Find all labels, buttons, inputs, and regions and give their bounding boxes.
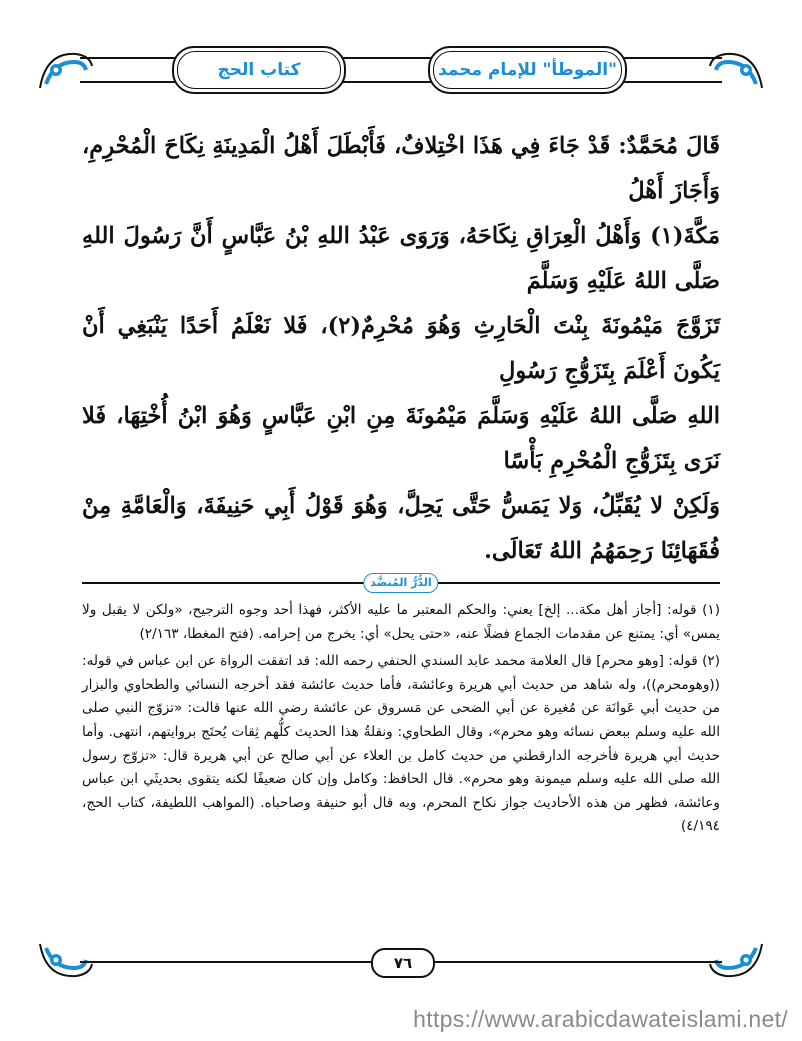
book-title: "الموطأ" للإمام محمد (438, 60, 617, 80)
main-text-line: وَلَكِنْ لا يُقَبِّلُ، وَلا يَمَسُّ حَتَّى يَحِلَّ، وَهُوَ قَوْلُ أَبِي حَنِيفَةَ، وَالْعَامَّةِ مِنْ فُقَهَائِنَا رَحِمَهُمُ اللهُ تَعَالَى. (82, 493, 720, 564)
footnote-separator (82, 573, 720, 593)
footnote-line: صلى الله عليه وسلم ببعض نسائه وهو محرم»، وقال الطحاوي: ونقلةُ هذا الحديث كلُّهم ثِقات يُحتَج بروايتهم، (82, 700, 720, 740)
footnotes (82, 599, 720, 843)
footnote-line: يقبل ولا يمس» أي: يمتنع عن مقدمات الجماع فضلًا عنه، «حتى يحل» أي: يخرج من إحرامه. (فتح المغطا، (82, 602, 720, 642)
main-text-line: قَالَ مُحَمَّدٌ: قَدْ جَاءَ فِي هَذَا اخْتِلافٌ، فَأَبْطَلَ أَهْلُ الْمَدِينَةِ نِكَاحَ الْمُحْرِمِ، وَأَجَازَ أَهْلُ (82, 133, 720, 204)
footnote-line: انتهى. وأما حديث أبي هريرة فأخرجه الدارقطني من حديث كامل بن العلاء عن أبي صالح عن أبي هريرة قال: (82, 723, 720, 764)
main-text-line: اللهِ صَلَّى اللهُ عَلَيْهِ وَسَلَّمَ مَيْمُونَةَ مِنِ ابْنِ عَبَّاسٍ وَهُوَ ابْنُ أُخْتِهَا، فَلا نَرَى بِتَزَوُّجِ الْمُحْرِمِ بَأْسًا (82, 403, 720, 474)
ornament-right-icon (706, 44, 766, 94)
book-title-box (428, 46, 627, 94)
footnote-line: (٢) قوله: [وهو محرم] قال العلامة محمد عابد السندي الحنفي رحمه الله: قد اتفقت الرواة عن ابن عباس في (115, 653, 720, 670)
footnote (82, 599, 720, 646)
main-text (82, 124, 720, 574)
footnote-line: ابن عباس وعائشة، فظهر من هذه الأحاديث جواز نكاح المحرم، وبه قال أبو حنيفة وصاحباه. (المواهب اللطيفة، (82, 771, 720, 811)
main-text-line: تَزَوَّجَ مَيْمُونَةَ بِنْتَ الْحَارِثِ وَهُوَ مُحْرِمٌ(٢)، فَلا نَعْلَمُ أَحَدًا يَنْبَغِي أَنْ يَكُونَ أَعْلَمَ بِتَزَوُّجِ رَسُولِ (82, 313, 720, 384)
page-footer (40, 942, 762, 982)
footnote-line: «تزوّج رسول الله صلى الله عليه وسلم ميمونة وهو محرم». قال الحافظ: وكامل وإن كان ضعيفًا لكنه يتقوى بحديثَي (82, 747, 720, 788)
page-number: ٧٦ (371, 948, 435, 978)
main-text-line: مَكَّةَ(١) وَأَهْلُ الْعِرَاقِ نِكَاحَهُ، وَرَوَى عَبْدُ اللهِ بْنُ عَبَّاسٍ أَنَّ رَسُولَ اللهِ صَلَّى اللهُ عَلَيْهِ وَسَلَّمَ (82, 223, 720, 294)
footnote-line: كتاب الحج، ٤/١٩٤) (82, 794, 720, 835)
footnote-line: قوله: ((وهومحرم))، وله شاهد من حديث أبي هريرة وعائشة، فأما حديث عائشة فقد أخرجه النسائي والطحاوي (82, 653, 720, 693)
footnote-line: (١) قوله: [أجاز أهل مكة... إلخ] يعني: والحكم المعتبر ما عليه الأكثر، فهذا أحد وجوه الترجيح، «ولكن لا (132, 602, 721, 618)
footnote (82, 650, 720, 839)
page-header (40, 44, 762, 94)
ornament-left-icon (36, 44, 96, 94)
chapter-title-box (172, 46, 346, 94)
footnote-line: ٢/١٦٣) (139, 625, 179, 642)
footnote-line: والبزار من حديث أبي عَوانَة عن مُغيرة عن أبي الضحى عن مَسروق عن عائشة رضي الله عنها قالت: «تزوّج النبي (82, 676, 720, 717)
chapter-title: كتاب الحج (217, 60, 301, 80)
separator-label: الدُّرُّ المُنضَّد (363, 573, 438, 593)
watermark-url: https://www.arabicdawateislami.net/ (413, 1006, 788, 1032)
